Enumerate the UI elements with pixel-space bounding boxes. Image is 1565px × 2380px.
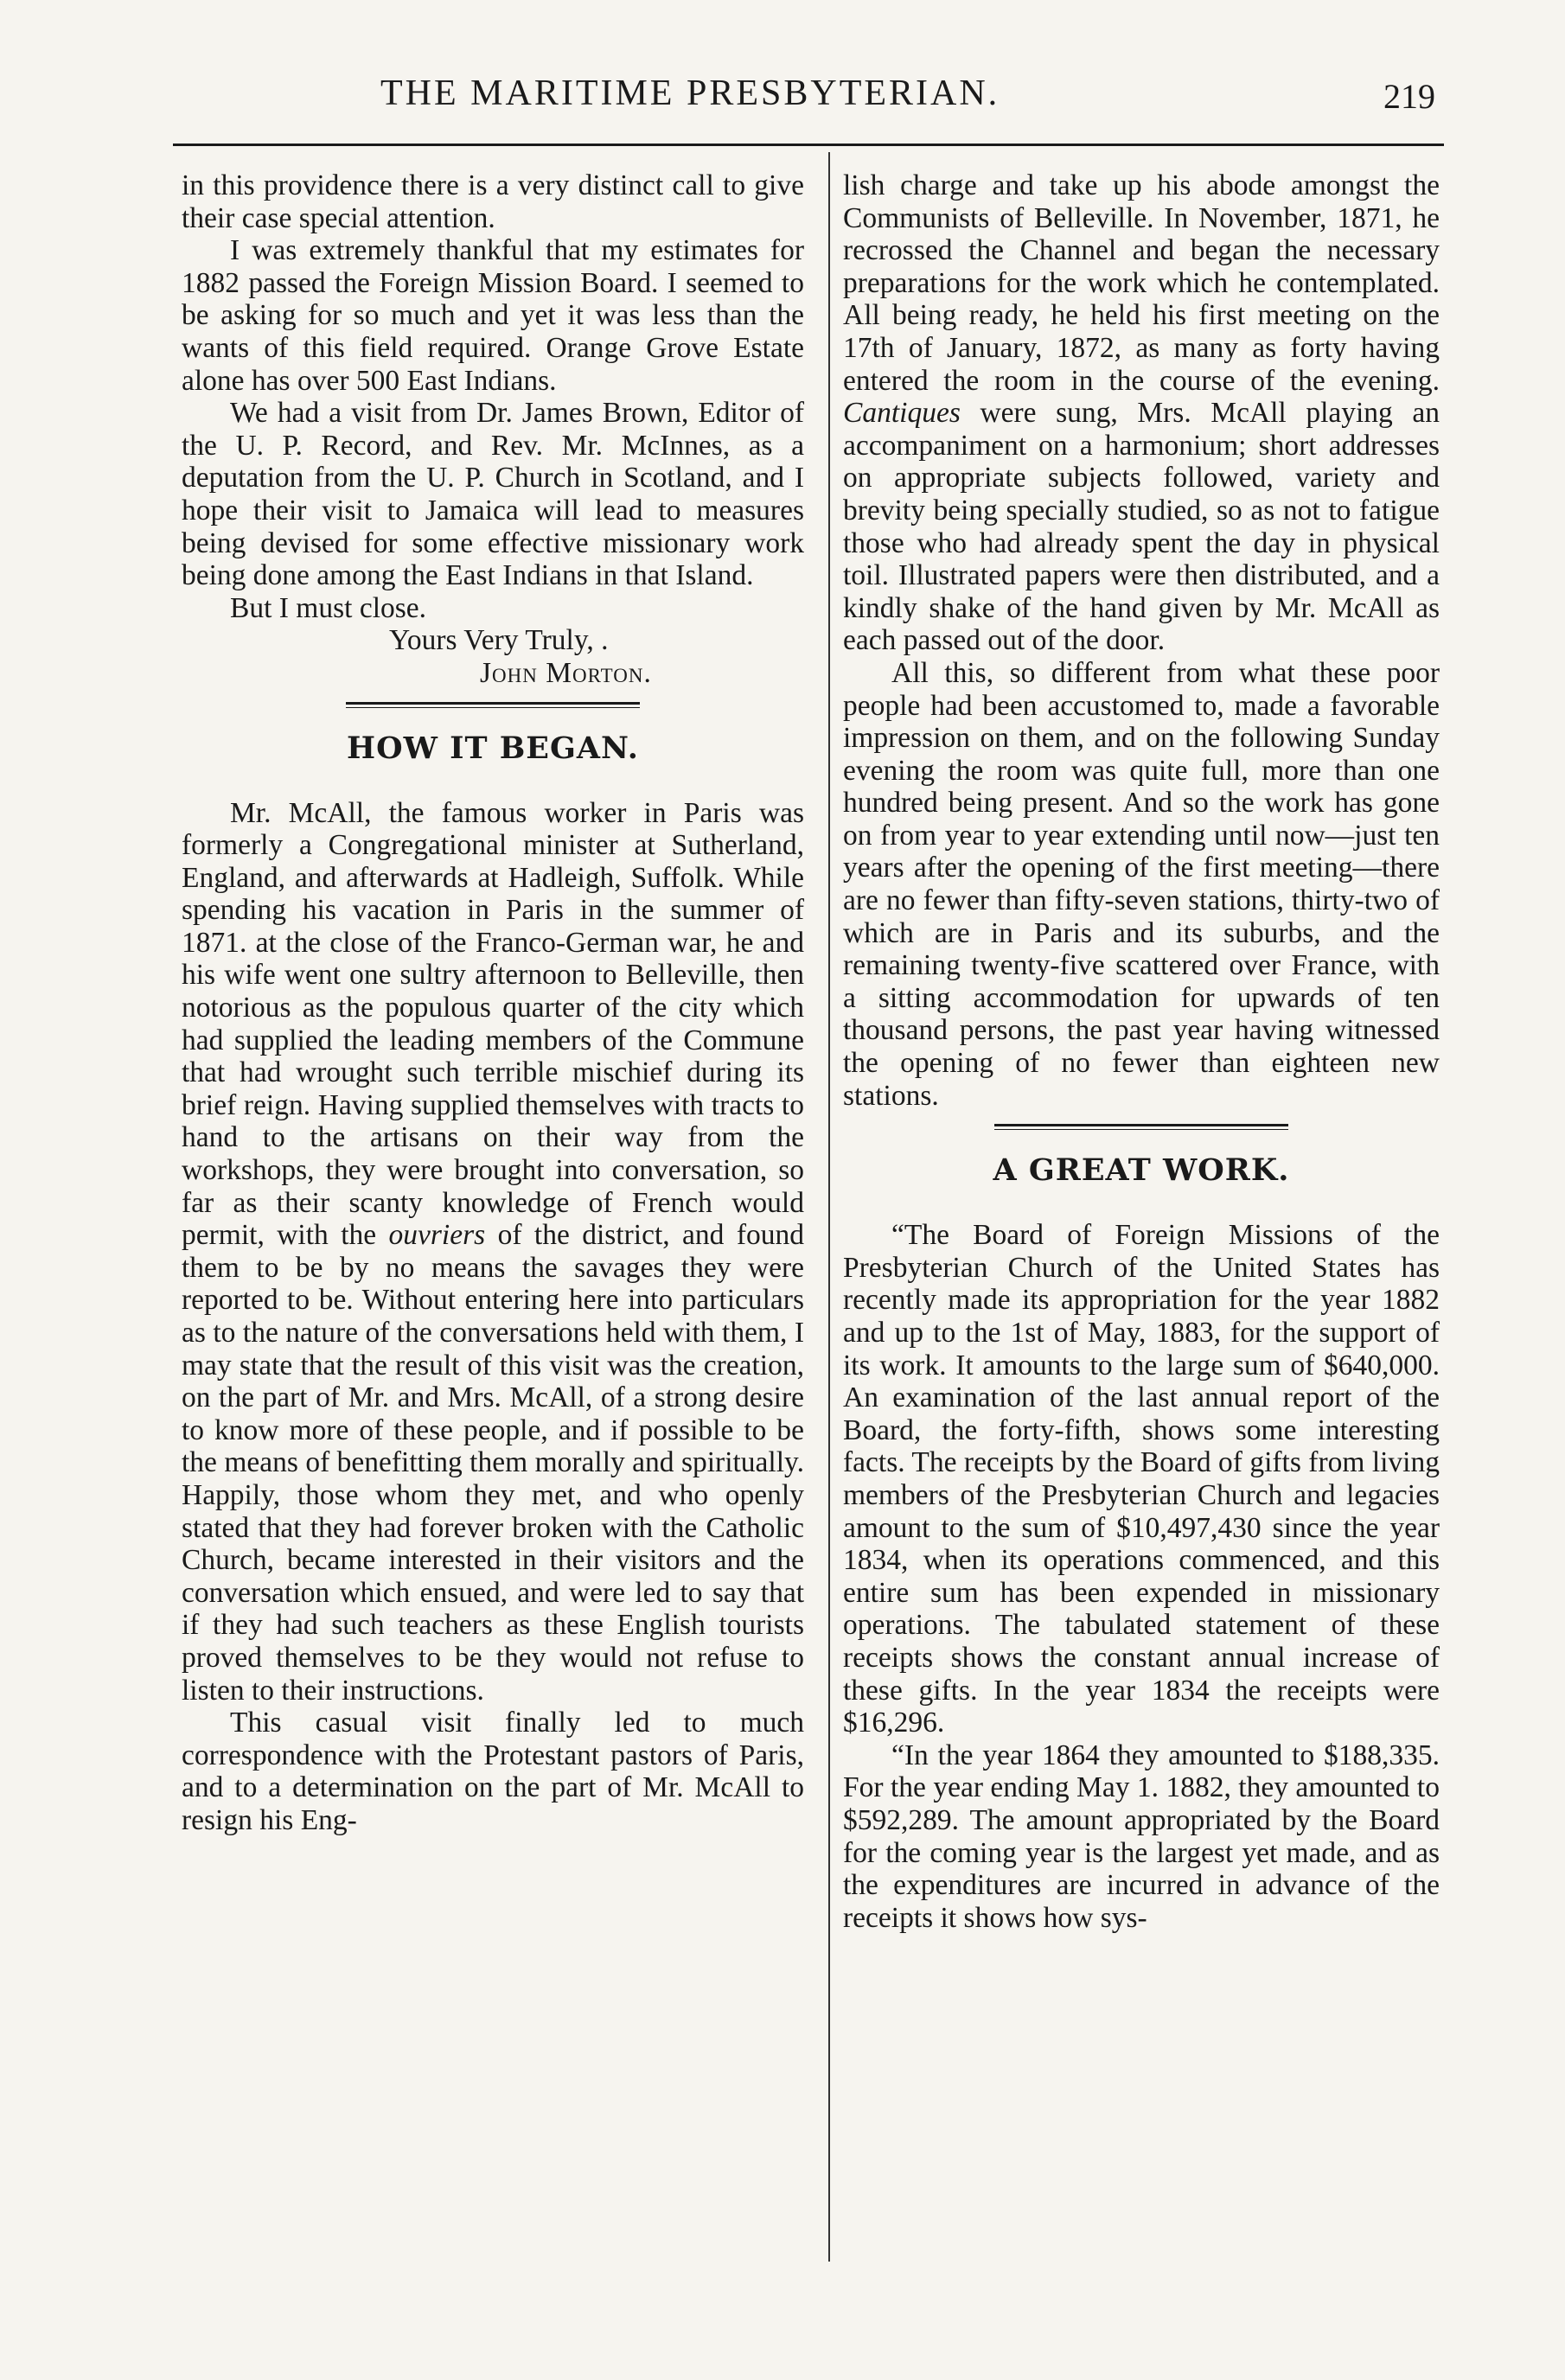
- running-head: [173, 67, 1444, 128]
- page-number: 219: [1383, 77, 1435, 116]
- right-column: [843, 169, 1440, 1934]
- letter-signature: John Morton.: [480, 656, 652, 689]
- article-text: Mr. McAll, the famous worker in Paris was formerly a Congregational minister at Sutherland, England, and afterwards at Hadleigh, Suffolk. While spending his vacation in Paris in the summer of 1871. at the close of the Franco-German war, he and his wife went one sultry afternoon to Belleville, then notorious as the populous quarter of the city which had supplied the leading members of the Commune that had wrought such terrible mischief during its brief reign. Having supplied themselves with tracts to hand to the artisans on their way from the workshops, they were brought into conversation, so far as their scanty knowledge of French would permit, with the: [182, 796, 804, 1252]
- letter-paragraph: We had a visit from Dr. James Brown, Editor of the U. P. Record, and Rev. Mr. McInnes, as a deputation from the U. P. Church in Scotland, and I hope their visit to Jamaica will lead to measures being devised for some effective missionary work being done among the East Indians in that Island.: [182, 397, 804, 592]
- letter-paragraph: But I must close.: [230, 591, 427, 624]
- letter-paragraph: I was extremely thankful that my estimates for 1882 passed the Foreign Mission Board. I seemed to be asking for so much and yet it was less than the wants of this field required. Orange Grove Estate alone has over 500 East Indians.: [182, 234, 804, 397]
- article-paragraph: [843, 169, 1440, 657]
- column-divider: [828, 152, 830, 2262]
- publication-title: THE MARITIME PRESBYTERIAN.: [380, 73, 1000, 113]
- article-paragraph: All this, so different from what these poor people had been accustomed to, made a favorable impression on them, and on the following Sunday evening the room was quite full, more than one hundred being present. And so the work has gone on from year to year extending until now—just ten years after the opening of the first meeting—there are no fewer than fifty-seven stations, thirty-two of which are in Paris and its suburbs, and the remaining twenty-five scattered over France, with a sitting accommodation for upwards of ten thousand persons, the past year having witnessed the opening of no fewer than eighteen new stations.: [843, 656, 1440, 1112]
- article-title: A GREAT WORK.: [993, 1152, 1290, 1189]
- letter-closing: Yours Very Truly, .: [389, 624, 609, 657]
- section-rule: [346, 702, 640, 708]
- article-italic-text: ouvriers: [388, 1219, 486, 1252]
- header-rule: [173, 144, 1444, 146]
- article-paragraph: [182, 797, 804, 1707]
- left-column: [182, 169, 804, 1837]
- article-paragraph: “The Board of Foreign Missions of the Presbyterian Church of the United States has recently made its appropriation for the year 1882 and up to the 1st of May, 1883, for the support of its work. It amounts to the large sum of $640,000. An examination of the last annual report of the Board, the forty-fifth, shows some interesting facts. The receipts by the Board of gifts from living members of the Presbyterian Church and legacies amount to the sum of $10,497,430 since the year 1834, when its operations commenced, and this entire sum has been expended in missionary operations. The tabulated statement of these receipts shows the constant annual increase of these gifts. In the year 1834 the receipts were $16,296.: [843, 1219, 1440, 1739]
- letter-paragraph: in this providence there is a very distinct call to give their case special attention.: [182, 169, 804, 234]
- letter-signature-block: [182, 624, 804, 689]
- article-paragraph: This casual visit finally led to much correspondence with the Protestant pastors of Paris, and to a determination on the part of Mr. McAll to resign his Eng-: [182, 1707, 804, 1836]
- article-text: of the district, and found them to be by no means the savages they were reported to be. Without entering here into particulars as to the nature of the conversations held with them, I may state that the result of this visit was the creation, on the part of Mr. and Mrs. McAll, of a strong desire to know more of these people, and if possible to be the means of benefitting them morally and spiritually. Happily, those whom they met, and who openly stated that they had forever broken with the Catholic Church, became interested in their visitors and the conversation which ensued, and were led to say that if they had such teachers as these English tourists proved themselves to be they would not refuse to listen to their instructions.: [182, 1219, 804, 1707]
- section-rule: [994, 1124, 1288, 1130]
- article-text: were sung, Mrs. McAll playing an accompaniment on a harmonium; short addresses on appropriate subjects followed, variety and brevity being specially studied, so as not to fatigue those who had already spent the day in physical toil. Illustrated papers were then distributed, and a kindly shake of the hand given by Mr. McAll as each passed out of the door.: [843, 397, 1440, 657]
- article-italic-text: Cantiques: [843, 397, 961, 430]
- article-paragraph: “In the year 1864 they amounted to $188,335. For the year ending May 1. 1882, they amounted to $592,289. The amount appropriated by the Board for the coming year is the largest yet made, and as the expenditures are incurred in advance of the receipts it shows how sys-: [843, 1739, 1440, 1934]
- article-text: lish charge and take up his abode amongst the Communists of Belleville. In November, 1871, he recrossed the Channel and began the necessary preparations for the work which he contemplated. All being ready, he held his first meeting on the 17th of January, 1872, as many as forty having entered the room in the course of the evening.: [843, 169, 1440, 397]
- article-title: HOW IT BEGAN.: [347, 730, 639, 766]
